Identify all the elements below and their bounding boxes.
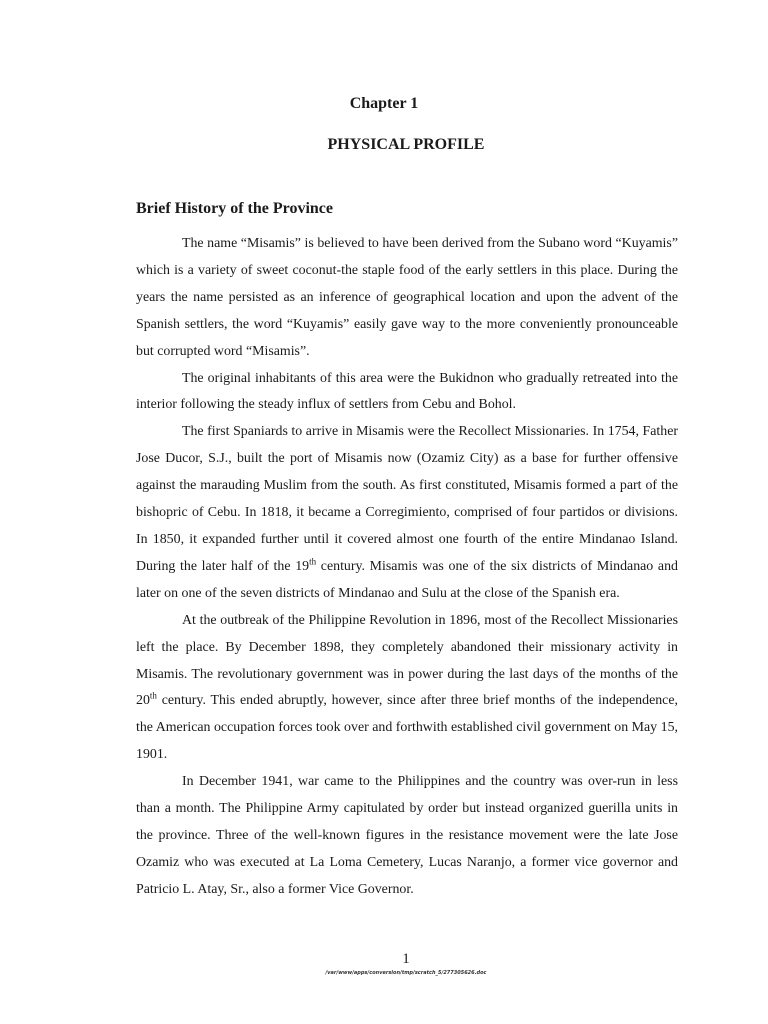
superscript-ordinal: th — [149, 690, 157, 701]
paragraph-original-inhabitants: The original inhabitants of this area were the Bukidnon who gradually retreated into the interior following the steady influx of settlers from Cebu and Bohol. — [136, 370, 678, 413]
section-heading: Brief History of the Province — [136, 200, 333, 217]
paragraph-text-part: At the outbreak of the Philippine Revolution in 1896, most of the Recollect Missionaries left the place. By December 1898, they completely abandoned their missionary activity in Misamis. The revolutionary government was in power during the last days of the months of the 20 — [136, 612, 678, 709]
paragraph-war: In December 1941, war came to the Philippines and the country was over-run in less than a month. The Philippine Army capitulated by order but instead organized guerilla units in the province. Three of the well-known figures in the resistance movement were the late Jose Ozamiz who was executed at La Loma Cemetery, Lucas Naranjo, a former vice governor and Patricio L. Atay, Sr., also a former Vice Governor. — [136, 774, 678, 897]
page-number: 1 — [402, 951, 410, 967]
paragraph-text-part: century. This ended abruptly, however, since after three brief months of the independence, the American occupation forces took over and forthwith established civil government on May 15, 1901. — [136, 693, 678, 763]
paragraph-spanish-era — [136, 419, 678, 607]
body-text — [136, 231, 678, 904]
paragraph-text-part: The first Spaniards to arrive in Misamis were the Recollect Missionaries. In 1754, Father Jose Ducor, S.J., built the port of Misamis now (Ozamiz City) as a base for further offensive against the marauding Muslim from the south. As first constituted, Misamis formed a part of the bishopric of Cebu. In 1818, it became a Corregimiento, comprised of four partidos or divisions. In 1850, it expanded further until it covered almost one fourth of the entire Mindanao Island. During the later half of the 19 — [136, 424, 678, 574]
page-title: PHYSICAL PROFILE — [327, 136, 485, 153]
paragraph-name-origin: The name “Misamis” is believed to have been derived from the Subano word “Kuyamis” which is a variety of sweet coconut-the staple food of the early settlers in this place. During the years the name persisted as an inference of geographical location and upon the advent of the Spanish settlers, the word “Kuyamis” easily gave way to the more conveniently pronounceable but corrupted word “Misamis”. — [136, 236, 678, 359]
footer-file-path: /var/www/apps/conversion/tmp/scratch_5/277305626.doc — [325, 970, 487, 976]
paragraph-text-part: century. Misamis was one of the six districts of Mindanao and later on one of the seven districts of Mindanao and Sulu at the close of the Spanish era. — [136, 558, 678, 601]
chapter-label: Chapter 1 — [349, 95, 419, 112]
paragraph-revolution — [136, 608, 678, 769]
superscript-ordinal: th — [309, 556, 317, 567]
